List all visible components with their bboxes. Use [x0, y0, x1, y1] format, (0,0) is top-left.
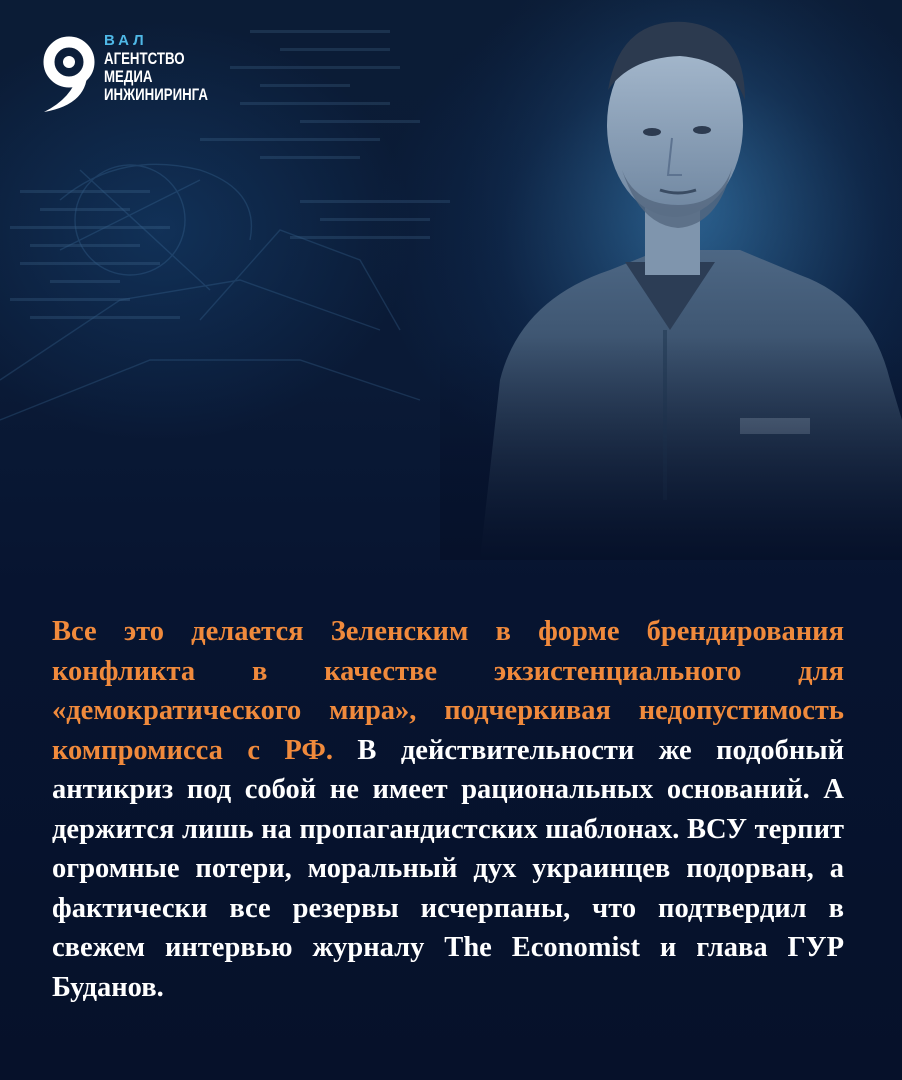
logo-line-2: МЕДИА [104, 67, 153, 86]
quote-highlight: Все это делается Зеленским в форме брендирования конфликта в качестве экзистенциального для «демократического мира», подчеркивая недопустимость компромисса с РФ. [52, 616, 844, 766]
logo [38, 30, 228, 120]
logo-brand: ВАЛ [104, 32, 148, 49]
logo-line-1: АГЕНТСТВО [104, 49, 185, 68]
logo-line-3: ИНЖИНИРИНГА [104, 85, 208, 104]
quote-text [52, 612, 844, 1007]
quote-rest: В действительности же подобный антикриз под собой не имеет рациональных оснований. А держится лишь на пропагандистских шаблонах. ВСУ терпит огромные потери, моральный дух украинцев подорван, а фактически все резервы исчерпаны, что подтвердил в свежем интервью журналу The Economist и глава ГУР Буданов. [52, 734, 844, 1003]
logo-mark-icon [38, 34, 100, 116]
portrait-photo [440, 0, 902, 560]
logo-text [104, 32, 237, 104]
